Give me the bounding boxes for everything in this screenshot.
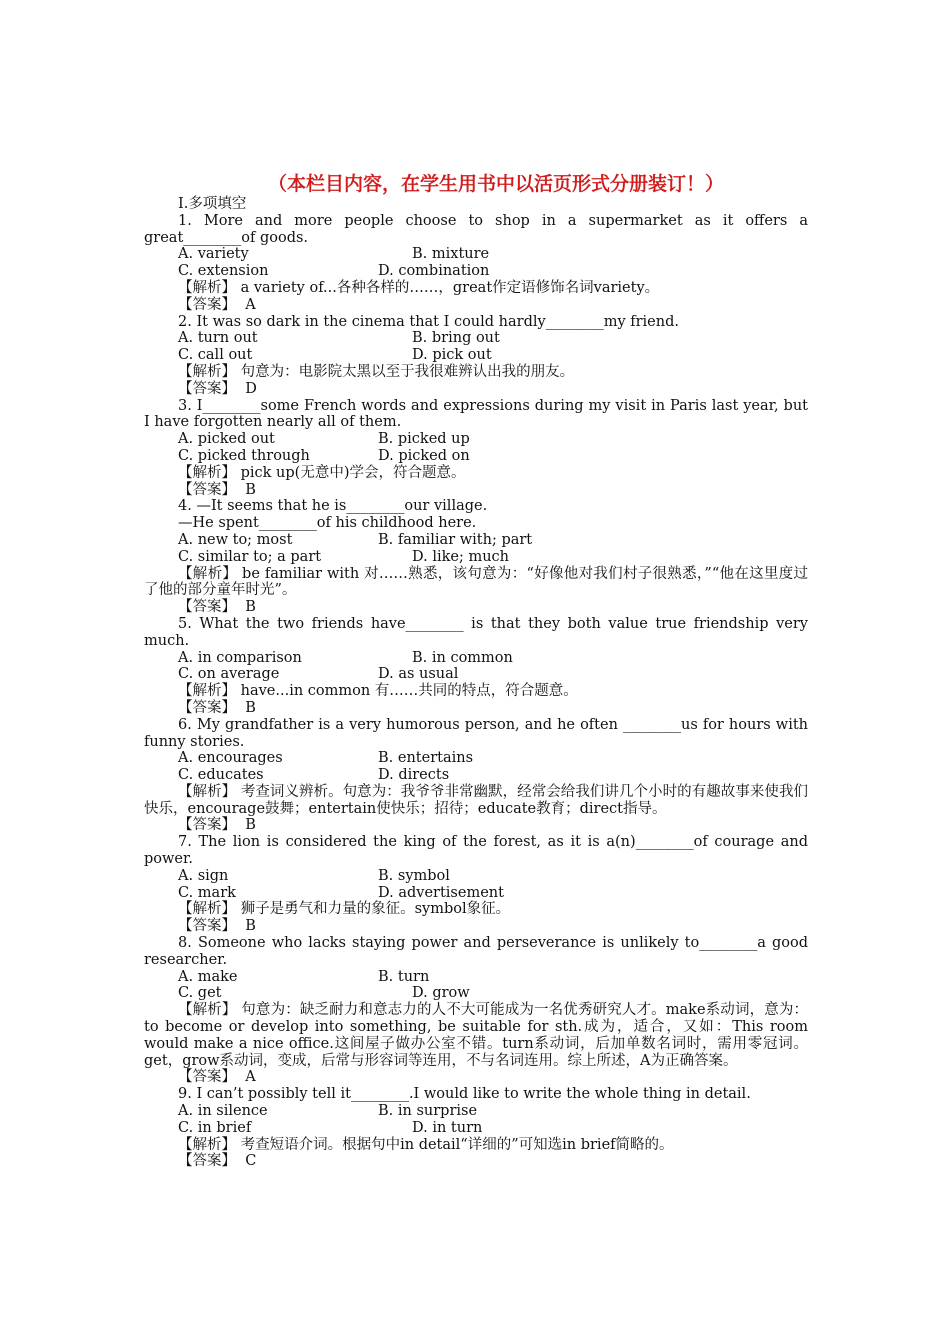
question-stem: 5. What the two friends have________ is that they both value true friendship very much.	[144, 615, 808, 649]
option-d: D. grow	[412, 985, 470, 1002]
question-stem: 4. —It seems that he is________our village.	[178, 498, 488, 515]
question-2	[144, 314, 808, 398]
options-row-2	[144, 767, 808, 784]
answer: 【答案】 B	[178, 918, 256, 935]
options-row-1	[144, 330, 808, 347]
options-row-2	[144, 448, 808, 465]
question-stem: 6. My grandfather is a very humorous person, and he often ________us for hours with funny stories.	[144, 716, 808, 750]
options-row-1	[144, 868, 808, 885]
answer: 【答案】 B	[178, 599, 256, 616]
analysis: 【解析】 狮子是勇气和力量的象征。symbol象征。	[178, 901, 511, 918]
options-row-2	[144, 263, 808, 280]
option-a: A. variety	[178, 246, 249, 263]
answer: 【答案】 D	[178, 380, 257, 397]
options-row-2	[144, 347, 808, 364]
question-6	[144, 717, 808, 835]
option-b: B. turn	[378, 968, 430, 985]
option-c: C. similar to; a part	[178, 548, 322, 565]
question-stem: 2. It was so dark in the cinema that I could hardly________my friend.	[178, 313, 679, 330]
answer: 【答案】 A	[178, 1069, 256, 1086]
option-d: D. like; much	[412, 548, 510, 565]
question-stem: 7. The lion is considered the king of the forest, as it is a(n)________of courage and power.	[144, 834, 808, 868]
answer: 【答案】 B	[178, 481, 256, 498]
question-stem: 8. Someone who lacks staying power and perseverance is unlikely to________a good researcher.	[144, 935, 808, 968]
options-row-2	[144, 885, 808, 902]
options-row-2	[144, 666, 808, 683]
option-b: B. bring out	[412, 330, 500, 347]
analysis: 【解析】 考查短语介词。根据句中in detail“详细的”可知选in brief简略的。	[178, 1136, 674, 1153]
option-a: A. in comparison	[178, 649, 302, 666]
options-row-1	[144, 969, 808, 986]
analysis: 【解析】 句意为：缺乏耐力和意志力的人不大可能成为一名优秀研究人才。make系动词，意为：to become or develop into something, be suitable for sth.成为，适合，又如：This room would make a nice office.这间屋子做办公室不错。turn系动词，后加单数名词时，需用零冠词。get，grow系动词，变成，后常与形容词等连用，不与名词连用。综上所述，A为正确答案。	[144, 1002, 808, 1069]
question-3	[144, 398, 808, 499]
option-b: B. in surprise	[378, 1103, 478, 1120]
question-8	[144, 935, 808, 1086]
analysis: 【解析】 考查词义辨析。句意为：我爷爷非常幽默，经常会给我们讲几个小时的有趣故事来使我们快乐，encourage鼓舞；entertain使快乐；招待；educate教育；direct指导。	[144, 783, 808, 817]
option-c: C. educates	[178, 767, 264, 784]
question-4	[144, 498, 808, 616]
option-d: D. combination	[378, 263, 490, 280]
option-d: D. picked on	[378, 447, 470, 464]
option-a: A. encourages	[178, 750, 283, 767]
question-9	[144, 1086, 808, 1170]
option-a: A. in silence	[178, 1103, 268, 1120]
option-b: B. in common	[412, 649, 513, 666]
option-d: D. directs	[378, 767, 450, 784]
question-stem: 1. More and more people choose to shop in a supermarket as it offers a great________of goods.	[144, 212, 808, 246]
option-a: A. make	[178, 968, 238, 985]
options-row-2	[144, 1120, 808, 1137]
option-c: C. on average	[178, 666, 280, 683]
analysis: 【解析】 a variety of...各种各样的……，great作定语修饰名词variety。	[178, 279, 660, 296]
option-a: A. picked out	[178, 431, 275, 448]
option-d: D. advertisement	[378, 884, 504, 901]
option-b: B. symbol	[378, 867, 450, 884]
option-c: C. call out	[178, 347, 253, 364]
options-row-1	[144, 1103, 808, 1120]
question-7	[144, 834, 808, 935]
options-row-2	[144, 985, 808, 1002]
analysis: 【解析】 be familiar with 对……熟悉，该句意为：“好像他对我们村子很熟悉，”“他在这里度过了他的部分童年时光”。	[144, 565, 808, 599]
question-stem-reply: —He spent________of his childhood here.	[178, 515, 477, 532]
options-row-1	[144, 431, 808, 448]
options-row-1	[144, 532, 808, 549]
option-c: C. extension	[178, 263, 269, 280]
option-b: B. mixture	[412, 246, 490, 263]
analysis: 【解析】 pick up(无意中)学会，符合题意。	[178, 464, 466, 481]
binding-notice: （本栏目内容，在学生用书中以活页形式分册装订！）	[267, 173, 724, 195]
option-b: B. familiar with; part	[378, 531, 533, 548]
answer: 【答案】 C	[178, 1153, 257, 1170]
section-title: Ⅰ.多项填空	[178, 196, 247, 212]
question-stem: 3. I________some French words and expressions during my visit in Paris last year, but I have forgotten nearly all of them.	[144, 397, 808, 431]
analysis: 【解析】 句意为：电影院太黑以至于我很难辨认出我的朋友。	[178, 363, 575, 380]
answer: 【答案】 B	[178, 699, 256, 716]
document-page	[144, 172, 808, 1170]
option-c: C. picked through	[178, 447, 310, 464]
option-c: C. mark	[178, 884, 236, 901]
option-d: D. pick out	[412, 347, 492, 364]
option-b: B. picked up	[378, 431, 470, 448]
option-a: A. sign	[178, 867, 229, 884]
question-stem: 9. I can’t possibly tell it________.I would like to write the whole thing in detail.	[178, 1086, 751, 1103]
question-5	[144, 616, 808, 717]
option-a: A. turn out	[178, 330, 258, 347]
analysis: 【解析】 have...in common 有……共同的特点，符合题意。	[178, 683, 578, 700]
option-a: A. new to; most	[178, 531, 293, 548]
answer: 【答案】 A	[178, 296, 256, 313]
option-c: C. get	[178, 985, 222, 1002]
option-b: B. entertains	[378, 750, 474, 767]
option-d: D. as usual	[378, 666, 459, 683]
answer: 【答案】 B	[178, 817, 256, 834]
option-c: C. in brief	[178, 1119, 252, 1136]
options-row-2	[144, 549, 808, 566]
options-row-1	[144, 750, 808, 767]
options-row-1	[144, 650, 808, 667]
options-row-1	[144, 246, 808, 263]
question-1	[144, 213, 808, 314]
option-d: D. in turn	[412, 1119, 483, 1136]
